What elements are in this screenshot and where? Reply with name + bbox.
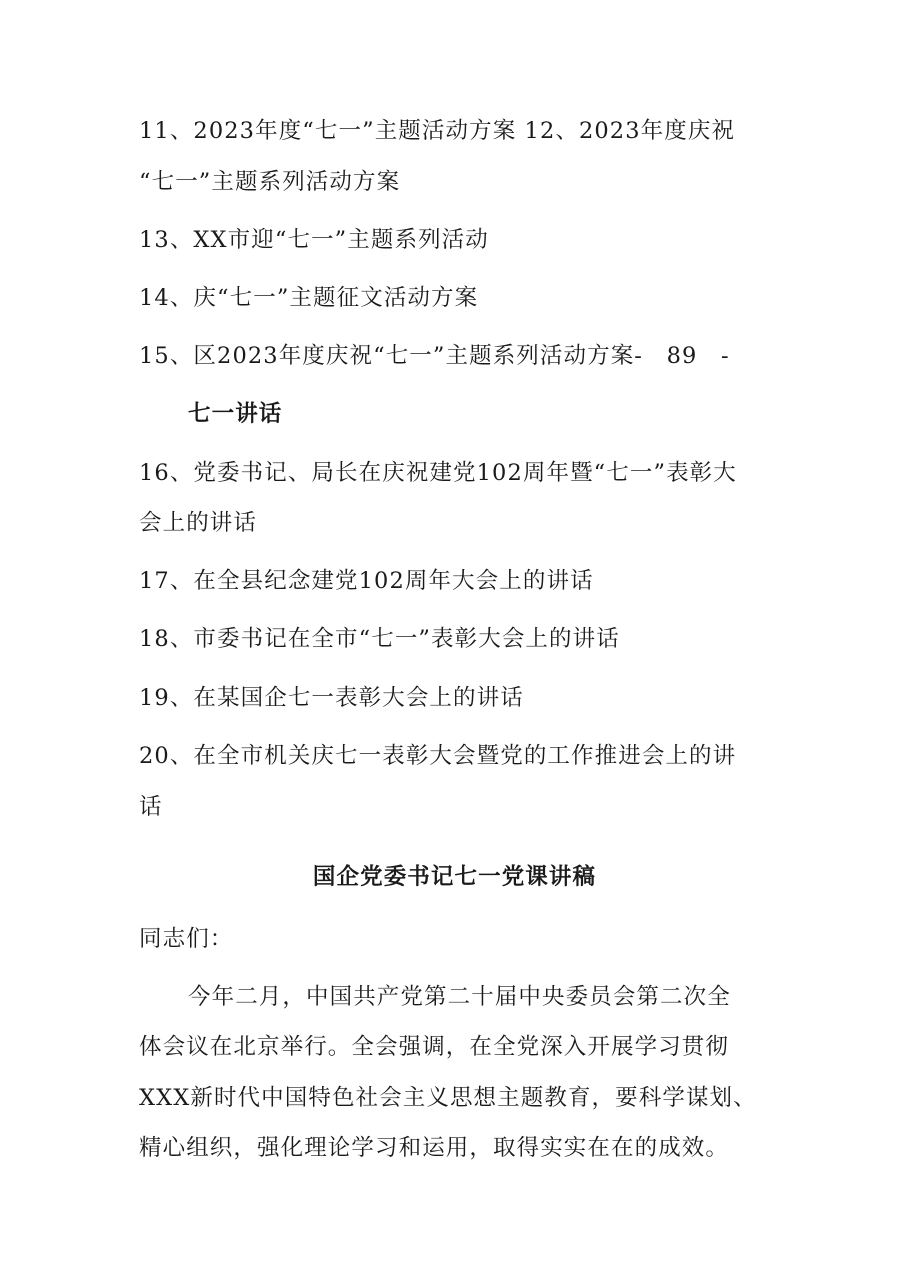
paragraph-line-2: 体会议在北京举行。全会强调，在全党深入开展学习贯彻 — [139, 1034, 730, 1060]
paragraph-line-1: 今年二月，中国共产党第二十届中央委员会第二次全 — [188, 984, 731, 1010]
toc-item-15: 15、区2023年度庆祝“七一”主题系列活动方案- 89 - — [139, 343, 730, 369]
toc-item-20: 20、在全市机关庆七一表彰大会暨党的工作推进会上的讲 — [139, 743, 737, 769]
toc-item-11-12: 11、2023年度“七一”主题活动方案 12、2023年度庆祝 — [139, 118, 736, 144]
toc-item-14: 14、庆“七一”主题征文活动方案 — [139, 285, 479, 311]
toc-item-19: 19、在某国企七一表彰大会上的讲话 — [139, 685, 524, 711]
toc-item-17: 17、在全县纪念建党102周年大会上的讲话 — [139, 568, 594, 594]
toc-item-16-continued: 会上的讲话 — [139, 510, 258, 536]
paragraph-line-3: XXX新时代中国特色社会主义思想主题教育，要科学谋划、 — [139, 1085, 757, 1111]
toc-item-20-continued: 话 — [139, 794, 163, 820]
section-heading: 七一讲话 — [188, 401, 283, 427]
toc-item-13: 13、XX市迎“七一”主题系列活动 — [139, 227, 489, 253]
paragraph-line-4: 精心组织，强化理论学习和运用，取得实实在在的成效。 — [139, 1135, 730, 1161]
toc-item-16: 16、党委书记、局长在庆祝建党102周年暨“七一”表彰大 — [139, 460, 737, 486]
toc-item-18: 18、市委书记在全市“七一”表彰大会上的讲话 — [139, 626, 620, 652]
toc-item-12-continued: “七一”主题系列活动方案 — [139, 169, 401, 195]
salutation: 同志们： — [139, 926, 234, 952]
article-title: 国企党委书记七一党课讲稿 — [312, 864, 597, 890]
